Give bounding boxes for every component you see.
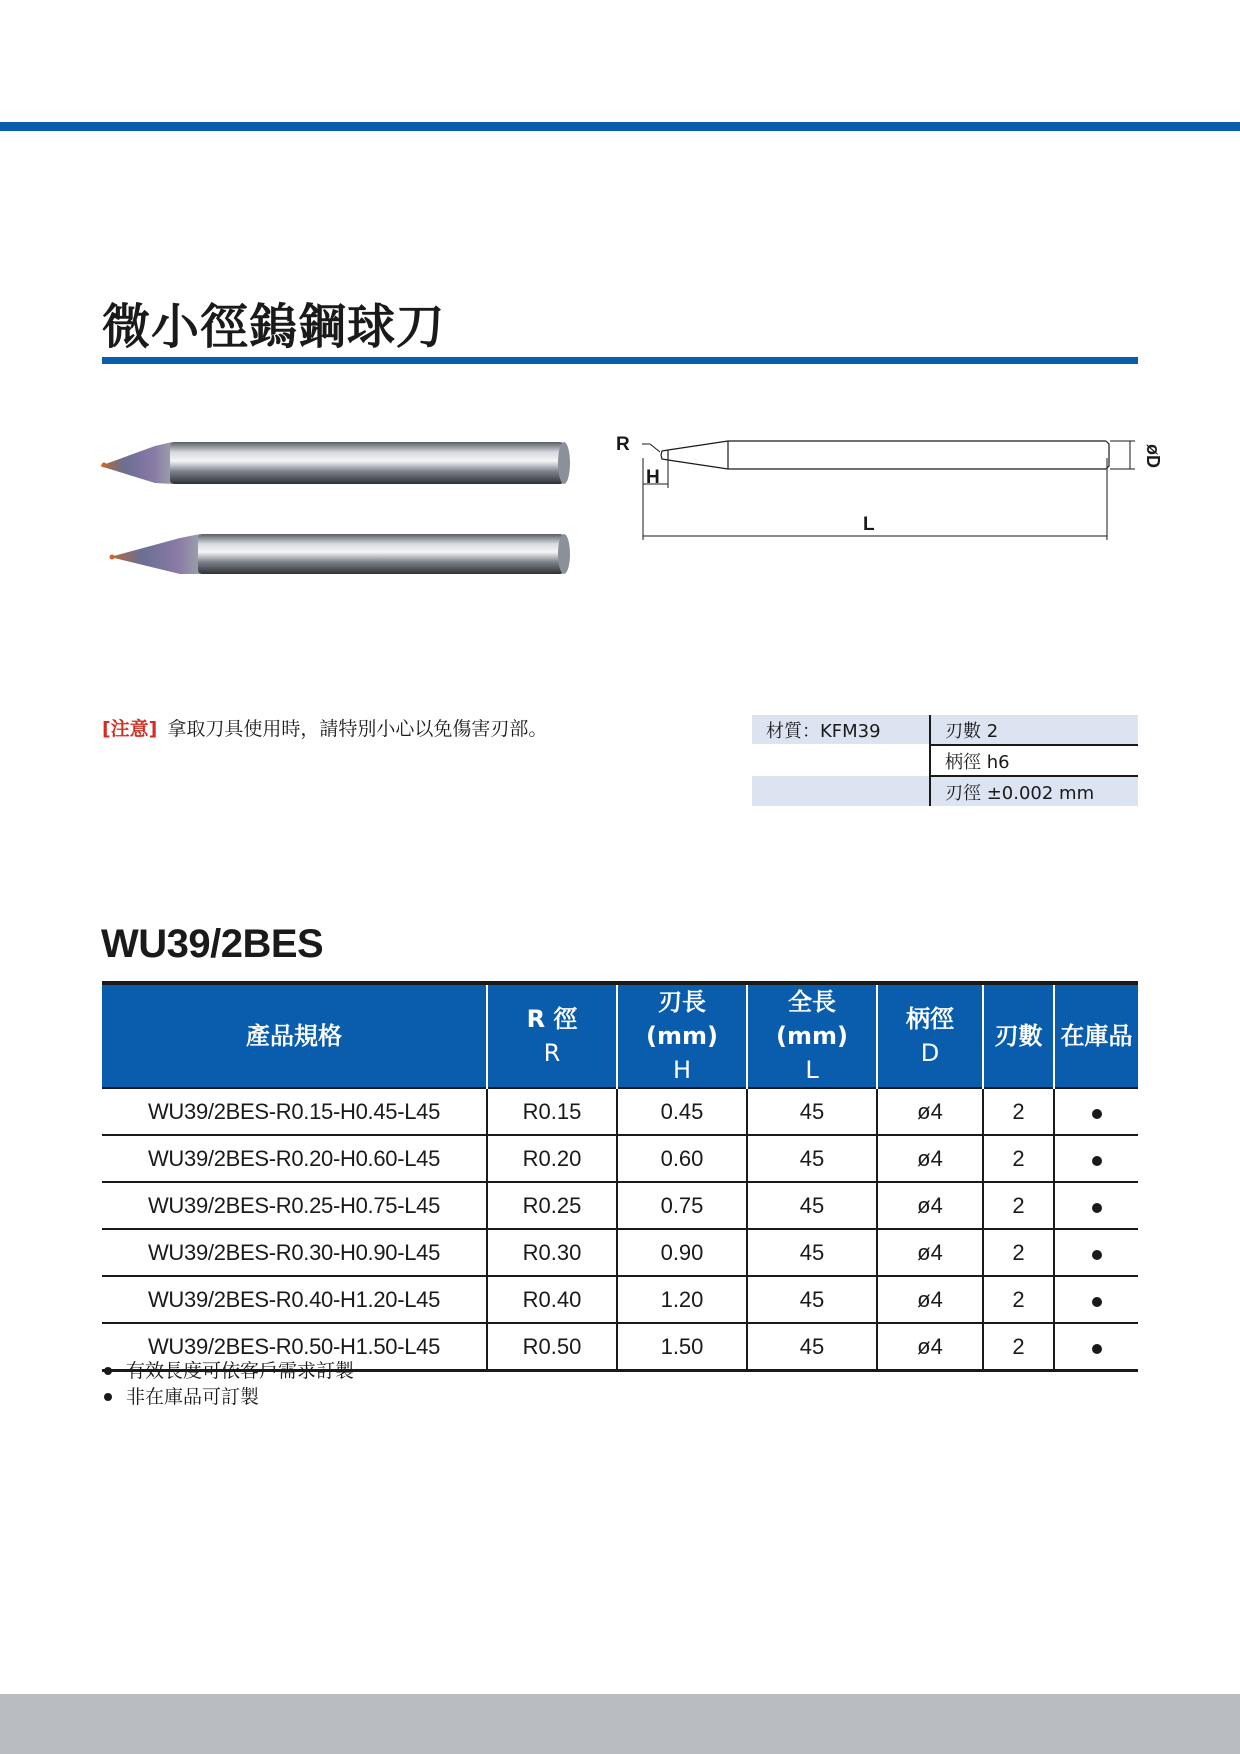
spec-empty-cell (752, 776, 930, 806)
cell-code: WU39/2BES-R0.20-H0.60-L45 (102, 1135, 487, 1182)
cell-h: 0.60 (617, 1135, 747, 1182)
cell-l: 45 (747, 1323, 877, 1371)
end-mill-image-1 (100, 442, 570, 484)
cell-code: WU39/2BES-R0.15-H0.45-L45 (102, 1088, 487, 1135)
header-product-spec: 產品規格 (102, 983, 487, 1088)
bullet-icon (104, 1393, 112, 1401)
table-row (102, 1135, 1138, 1182)
cell-l: 45 (747, 1088, 877, 1135)
dimension-diagram (610, 428, 1163, 546)
cell-r: R0.30 (487, 1229, 617, 1276)
cell-r: R0.40 (487, 1276, 617, 1323)
cell-l: 45 (747, 1276, 877, 1323)
spec-material: 材質：KFM39 (752, 715, 930, 745)
footnote-item: 有效長度可依客戶需求訂製 (104, 1358, 354, 1384)
cell-l: 45 (747, 1135, 877, 1182)
header-accent-bar (0, 122, 1240, 131)
cell-d: ø4 (877, 1088, 983, 1135)
caution-tag: [注意] (102, 718, 158, 740)
spec-empty-cell (752, 745, 930, 776)
radius-label: R (616, 434, 630, 455)
header-overall-length: 全長 (mm) L (747, 983, 877, 1088)
footer-bar (0, 1694, 1240, 1754)
cell-h: 1.50 (617, 1323, 747, 1371)
header-r-diameter: R 徑 R (487, 983, 617, 1088)
end-mill-image-2 (110, 534, 571, 574)
title-underline (102, 357, 1138, 364)
cell-r: R0.50 (487, 1323, 617, 1371)
cell-flutes: 2 (983, 1276, 1054, 1323)
flute-length-label: H (646, 467, 660, 488)
cell-l: 45 (747, 1182, 877, 1229)
table-row (102, 1229, 1138, 1276)
model-title: WU39/2BES (101, 922, 324, 966)
cell-h: 1.20 (617, 1276, 747, 1323)
caution-note (102, 714, 547, 741)
cell-code: WU39/2BES-R0.50-H1.50-L45 (102, 1323, 487, 1371)
page-title: 微小徑鎢鋼球刀 (102, 299, 446, 355)
header-shank-diameter: 柄徑 D (877, 983, 983, 1088)
cell-d: ø4 (877, 1135, 983, 1182)
cell-stock (1054, 1135, 1138, 1182)
stock-dot-icon (1092, 1344, 1102, 1354)
spec-table (752, 715, 1138, 806)
stock-dot-icon (1092, 1250, 1102, 1260)
cell-code: WU39/2BES-R0.30-H0.90-L45 (102, 1229, 487, 1276)
cell-r: R0.20 (487, 1135, 617, 1182)
cell-code: WU39/2BES-R0.25-H0.75-L45 (102, 1182, 487, 1229)
cell-stock (1054, 1182, 1138, 1229)
diameter-label: øD (1143, 444, 1163, 468)
footnote-item: 非在庫品可訂製 (104, 1384, 354, 1410)
cell-stock (1054, 1276, 1138, 1323)
cell-flutes: 2 (983, 1182, 1054, 1229)
stock-dot-icon (1092, 1203, 1102, 1213)
cell-h: 0.45 (617, 1088, 747, 1135)
table-row (102, 1276, 1138, 1323)
spec-row (752, 715, 1138, 745)
header-flute-length: 刃長 (mm) H (617, 983, 747, 1088)
product-table (102, 981, 1138, 1372)
spec-row (752, 776, 1138, 806)
header-in-stock: 在庫品 (1054, 983, 1138, 1088)
table-row (102, 1088, 1138, 1135)
cell-d: ø4 (877, 1229, 983, 1276)
cell-d: ø4 (877, 1276, 983, 1323)
cell-stock (1054, 1229, 1138, 1276)
cell-r: R0.15 (487, 1088, 617, 1135)
dimension-lines (642, 441, 1135, 540)
end-mill-outline (661, 441, 1109, 469)
spec-flutes: 刃數 2 (930, 715, 1138, 745)
cell-r: R0.25 (487, 1182, 617, 1229)
stock-dot-icon (1092, 1297, 1102, 1307)
cell-code: WU39/2BES-R0.40-H1.20-L45 (102, 1276, 487, 1323)
caution-text: 拿取刀具使用時，請特別小心以免傷害刃部。 (167, 718, 548, 740)
cell-h: 0.90 (617, 1229, 747, 1276)
stock-dot-icon (1092, 1156, 1102, 1166)
cell-l: 45 (747, 1229, 877, 1276)
overall-length-label: L (863, 514, 875, 535)
stock-dot-icon (1092, 1109, 1102, 1119)
cell-d: ø4 (877, 1323, 983, 1371)
cell-flutes: 2 (983, 1088, 1054, 1135)
cell-stock (1054, 1088, 1138, 1135)
cell-flutes: 2 (983, 1135, 1054, 1182)
footnotes (104, 1358, 354, 1410)
bullet-icon (104, 1367, 112, 1375)
table-header-row (102, 983, 1138, 1088)
cell-h: 0.75 (617, 1182, 747, 1229)
cell-stock (1054, 1323, 1138, 1371)
cell-flutes: 2 (983, 1323, 1054, 1371)
header-flutes: 刃數 (983, 983, 1054, 1088)
table-row (102, 1182, 1138, 1229)
product-photo (100, 428, 580, 588)
spec-row (752, 745, 1138, 776)
spec-edge-tolerance: 刃徑 ±0.002 mm (930, 776, 1138, 806)
cell-d: ø4 (877, 1182, 983, 1229)
spec-shank: 柄徑 h6 (930, 745, 1138, 776)
cell-flutes: 2 (983, 1229, 1054, 1276)
